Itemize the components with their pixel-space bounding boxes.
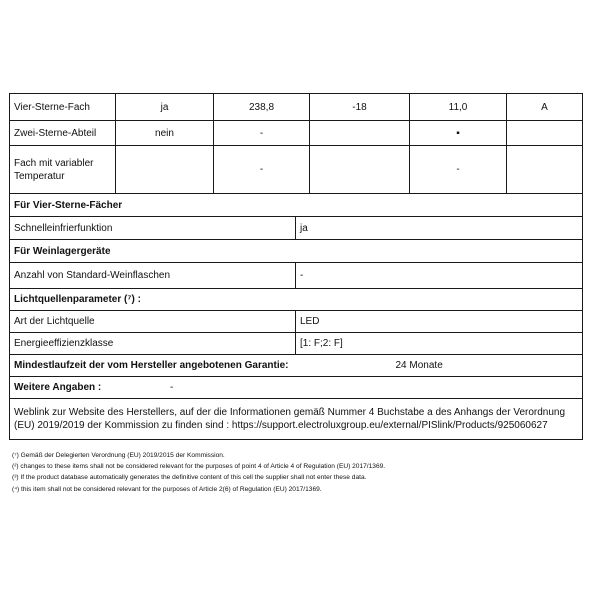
compartment-power: ▪ <box>410 121 507 146</box>
table-row <box>10 399 583 440</box>
footnote: (³) If the product database automatically generates the definitive content of this cell the supplier shall not enter these data. <box>12 474 367 482</box>
table-row <box>10 121 583 146</box>
compartment-power: - <box>410 146 507 194</box>
compartment-class <box>507 146 583 194</box>
light-type-value: LED <box>296 311 583 333</box>
compartment-present: ja <box>116 94 214 121</box>
wine-heading: Für Weinlagergeräte <box>10 240 583 263</box>
warranty-value: 24 Monate <box>296 355 583 377</box>
four-star-heading: Für Vier-Sterne-Fächer <box>10 194 583 217</box>
compartment-name: Fach mit variabler Temperatur <box>10 146 116 194</box>
wine-bottles-label: Anzahl von Standard-Weinflaschen <box>10 263 296 289</box>
table-row <box>10 146 583 194</box>
light-type-label: Art der Lichtquelle <box>10 311 296 333</box>
weblink-line-2: (EU) 2019/2019 der Kommission zu finden sind : https://support.electroluxgroup.eu/external/PISlink/Products/925060627 <box>14 420 548 431</box>
compartment-temp: -18 <box>310 94 410 121</box>
compartment-class <box>507 121 583 146</box>
table-row <box>10 217 583 240</box>
wine-bottles-value: - <box>296 263 583 289</box>
further-info-empty <box>296 377 583 399</box>
light-heading: Lichtquellenparameter (⁷) : <box>10 289 583 311</box>
table-row <box>10 194 583 217</box>
compartment-temp <box>310 121 410 146</box>
product-information-sheet <box>9 93 582 440</box>
further-info-text: Weitere Angaben : <box>14 382 102 393</box>
warranty-label: Mindestlaufzeit der vom Hersteller angebotenen Garantie: <box>10 355 296 377</box>
table-row <box>10 94 583 121</box>
compartment-table <box>9 93 583 194</box>
footnote: (⁷) Gemäß der Delegierten Verordnung (EU) 2019/2015 der Kommission. <box>12 452 225 459</box>
weblink-cell <box>10 399 583 440</box>
quick-freeze-value: ja <box>296 217 583 240</box>
compartment-name: Vier-Sterne-Fach <box>10 94 116 121</box>
compartment-temp <box>310 146 410 194</box>
table-row <box>10 240 583 263</box>
table-row <box>10 289 583 311</box>
compartment-name: Zwei-Sterne-Abteil <box>10 121 116 146</box>
footnote: (⁴) this item shall not be considered relevant for the purposes of Article 2(6) of Regulation (EU) 2017/1369. <box>12 485 322 493</box>
compartment-volume: - <box>214 146 310 194</box>
energy-class-label: Energieeffizienzklasse <box>10 333 296 355</box>
table-row <box>10 355 583 377</box>
compartment-present: nein <box>116 121 214 146</box>
compartment-volume: 238,8 <box>214 94 310 121</box>
compartment-power: 11,0 <box>410 94 507 121</box>
weblink-line-1: Weblink zur Website des Herstellers, auf der die Informationen gemäß Nummer 4 Buchstabe a des Anhangs der Verordnung <box>14 407 566 418</box>
table-row <box>10 263 583 289</box>
further-info-value: - <box>170 382 174 393</box>
compartment-class: A <box>507 94 583 121</box>
compartment-volume: - <box>214 121 310 146</box>
energy-class-value: [1: F;2: F] <box>296 333 583 355</box>
table-row <box>10 311 583 333</box>
table-row <box>10 377 583 399</box>
table-row <box>10 333 583 355</box>
compartment-present <box>116 146 214 194</box>
details-table <box>9 193 583 440</box>
quick-freeze-label: Schnelleinfrierfunktion <box>10 217 296 240</box>
footnotes <box>12 450 582 495</box>
footnote: (²) changes to these items shall not be considered relevant for the purposes of point 4 of Article 4 of Regulation (EU) 2017/1369. <box>12 463 386 471</box>
further-info-label <box>10 377 296 399</box>
